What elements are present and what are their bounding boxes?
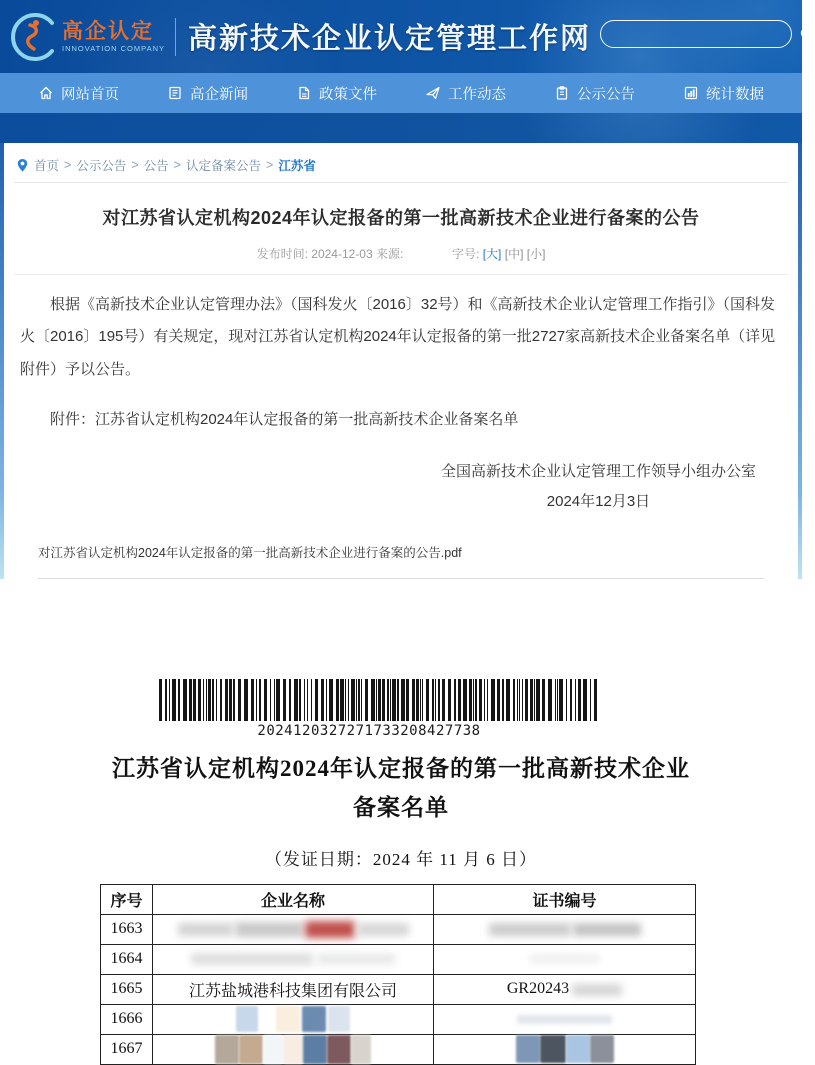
source-label: 来源: <box>376 247 404 261</box>
content-right-border <box>798 143 802 579</box>
site-title: 高新技术企业认定管理工作网 <box>188 23 592 55</box>
article-container <box>0 143 802 579</box>
pdf-doc-title-line2: 备案名单 <box>353 794 449 820</box>
content-bottom-rule <box>38 578 764 579</box>
fontsize-small-button[interactable]: [小] <box>526 247 546 261</box>
nav-label: 统计数据 <box>706 86 764 103</box>
page-title: 对江苏省认定机构2024年认定报备的第一批高新技术企业进行备案的公告 <box>102 208 700 228</box>
attachment-line: 附件：江苏省认定机构2024年认定报备的第一批高新技术企业备案名单 <box>50 410 519 428</box>
enterprise-name-redacted <box>153 1034 434 1064</box>
breadcrumb-current-jiangsu[interactable]: 江苏省 <box>278 159 316 173</box>
barcode-number: 2024120327271733208427738 <box>257 722 481 739</box>
col-header-index: 序号 <box>101 884 153 914</box>
breadcrumb-home[interactable]: 首页 <box>34 159 60 173</box>
col-header-enterprise-name: 企业名称 <box>153 884 434 914</box>
article-body <box>0 275 802 386</box>
table-row <box>101 1004 696 1034</box>
document-icon <box>296 85 312 101</box>
col-header-certificate-no: 证书编号 <box>434 884 696 914</box>
home-icon <box>38 85 54 101</box>
barcode <box>159 679 579 721</box>
enterprise-table <box>100 884 696 1065</box>
content-left-border <box>0 143 4 579</box>
header-strip <box>0 113 802 143</box>
pdf-attachment-link[interactable]: 对江苏省认定机构2024年认定报备的第一批高新技术企业进行备案的公告.pdf <box>38 545 462 560</box>
nav-item-policy[interactable] <box>296 83 377 104</box>
clipboard-icon <box>554 85 570 101</box>
breadcrumb-rule <box>14 182 788 183</box>
certificate-no-redacted <box>434 944 696 974</box>
search-icon <box>799 26 815 42</box>
news-icon <box>167 85 183 101</box>
certificate-no-redacted <box>434 914 696 944</box>
table-row <box>101 944 696 974</box>
logo-icon <box>8 11 60 63</box>
article-meta <box>0 245 802 262</box>
nav-label: 工作动态 <box>448 86 506 103</box>
fontsize-label: 字号: <box>452 247 480 261</box>
breadcrumb: 首页 > 公示公告 > 公告 > 认定备案公告 > 江苏省 <box>0 152 802 182</box>
nav-label: 政策文件 <box>319 86 377 103</box>
site-header <box>0 0 802 73</box>
breadcrumb-notice[interactable]: 公告 <box>143 159 169 173</box>
pdf-preview <box>0 579 802 1065</box>
enterprise-name-redacted <box>153 1004 434 1034</box>
signature-org: 全国高新技术企业认定管理工作领导小组办公室 <box>440 462 756 480</box>
table-row <box>101 1034 696 1064</box>
row-index: 1665 <box>101 974 153 1004</box>
enterprise-name-redacted <box>153 944 434 974</box>
publish-time-label: 发布时间: <box>256 247 308 261</box>
enterprise-name: 江苏盐城港科技集团有限公司 <box>153 974 434 1004</box>
row-index: 1666 <box>101 1004 153 1034</box>
pdf-doc-title <box>0 749 802 827</box>
publish-time-value: 2024-12-03 <box>311 247 373 261</box>
nav-item-statistics[interactable] <box>683 83 764 104</box>
site-logo[interactable] <box>8 11 165 63</box>
paper-plane-icon <box>425 85 441 101</box>
location-pin-icon <box>16 158 29 173</box>
certificate-no-partial: GR20243 <box>434 974 696 1004</box>
search-button[interactable] <box>799 21 815 47</box>
breadcrumb-filing-notice[interactable]: 认定备案公告 <box>185 159 261 173</box>
row-index: 1663 <box>101 914 153 944</box>
certificate-no-redacted <box>434 1004 696 1034</box>
signature-block <box>441 457 756 517</box>
nav-item-announcements[interactable] <box>554 83 635 104</box>
search-box[interactable] <box>600 20 792 48</box>
logo-subtext: INNOVATION COMPANY <box>62 43 166 53</box>
table-row <box>101 974 696 1004</box>
row-index: 1667 <box>101 1034 153 1064</box>
table-header-row <box>101 884 696 914</box>
table-row <box>101 914 696 944</box>
fontsize-medium-button[interactable]: [中] <box>504 247 524 261</box>
header-divider <box>175 18 176 56</box>
logo-text: 高企认定 <box>62 20 154 44</box>
chart-icon <box>683 85 699 101</box>
nav-label: 高企新闻 <box>190 86 248 103</box>
nav-label: 公示公告 <box>577 86 635 103</box>
row-index: 1664 <box>101 944 153 974</box>
nav-item-home[interactable] <box>38 83 119 104</box>
pdf-doc-title-line1: 江苏省认定机构2024年认定报备的第一批高新技术企业 <box>112 755 690 781</box>
search-input[interactable] <box>601 27 799 42</box>
main-nav <box>0 73 802 113</box>
pdf-issue-date: （发证日期：2024 年 11 月 6 日） <box>264 849 538 869</box>
nav-item-news[interactable] <box>167 83 248 104</box>
fontsize-large-button[interactable]: [大] <box>482 247 502 261</box>
breadcrumb-announcements[interactable]: 公示公告 <box>76 159 127 173</box>
nav-item-updates[interactable] <box>425 83 506 104</box>
signature-date: 2024年12月3日 <box>546 492 651 510</box>
nav-label: 网站首页 <box>61 86 119 103</box>
certificate-no-redacted <box>434 1034 696 1064</box>
article-paragraph: 根据《高新技术企业认定管理办法》（国科发火〔2016〕32号）和《高新技术企业认定管理工作指引》（国科发火〔2016〕195号）有关规定，现对江苏省认定机构2024年认定报备的第一批2727家高新技术企业备案名单（详见附件）予以公告。 <box>20 296 776 378</box>
enterprise-name-redacted <box>153 914 434 944</box>
